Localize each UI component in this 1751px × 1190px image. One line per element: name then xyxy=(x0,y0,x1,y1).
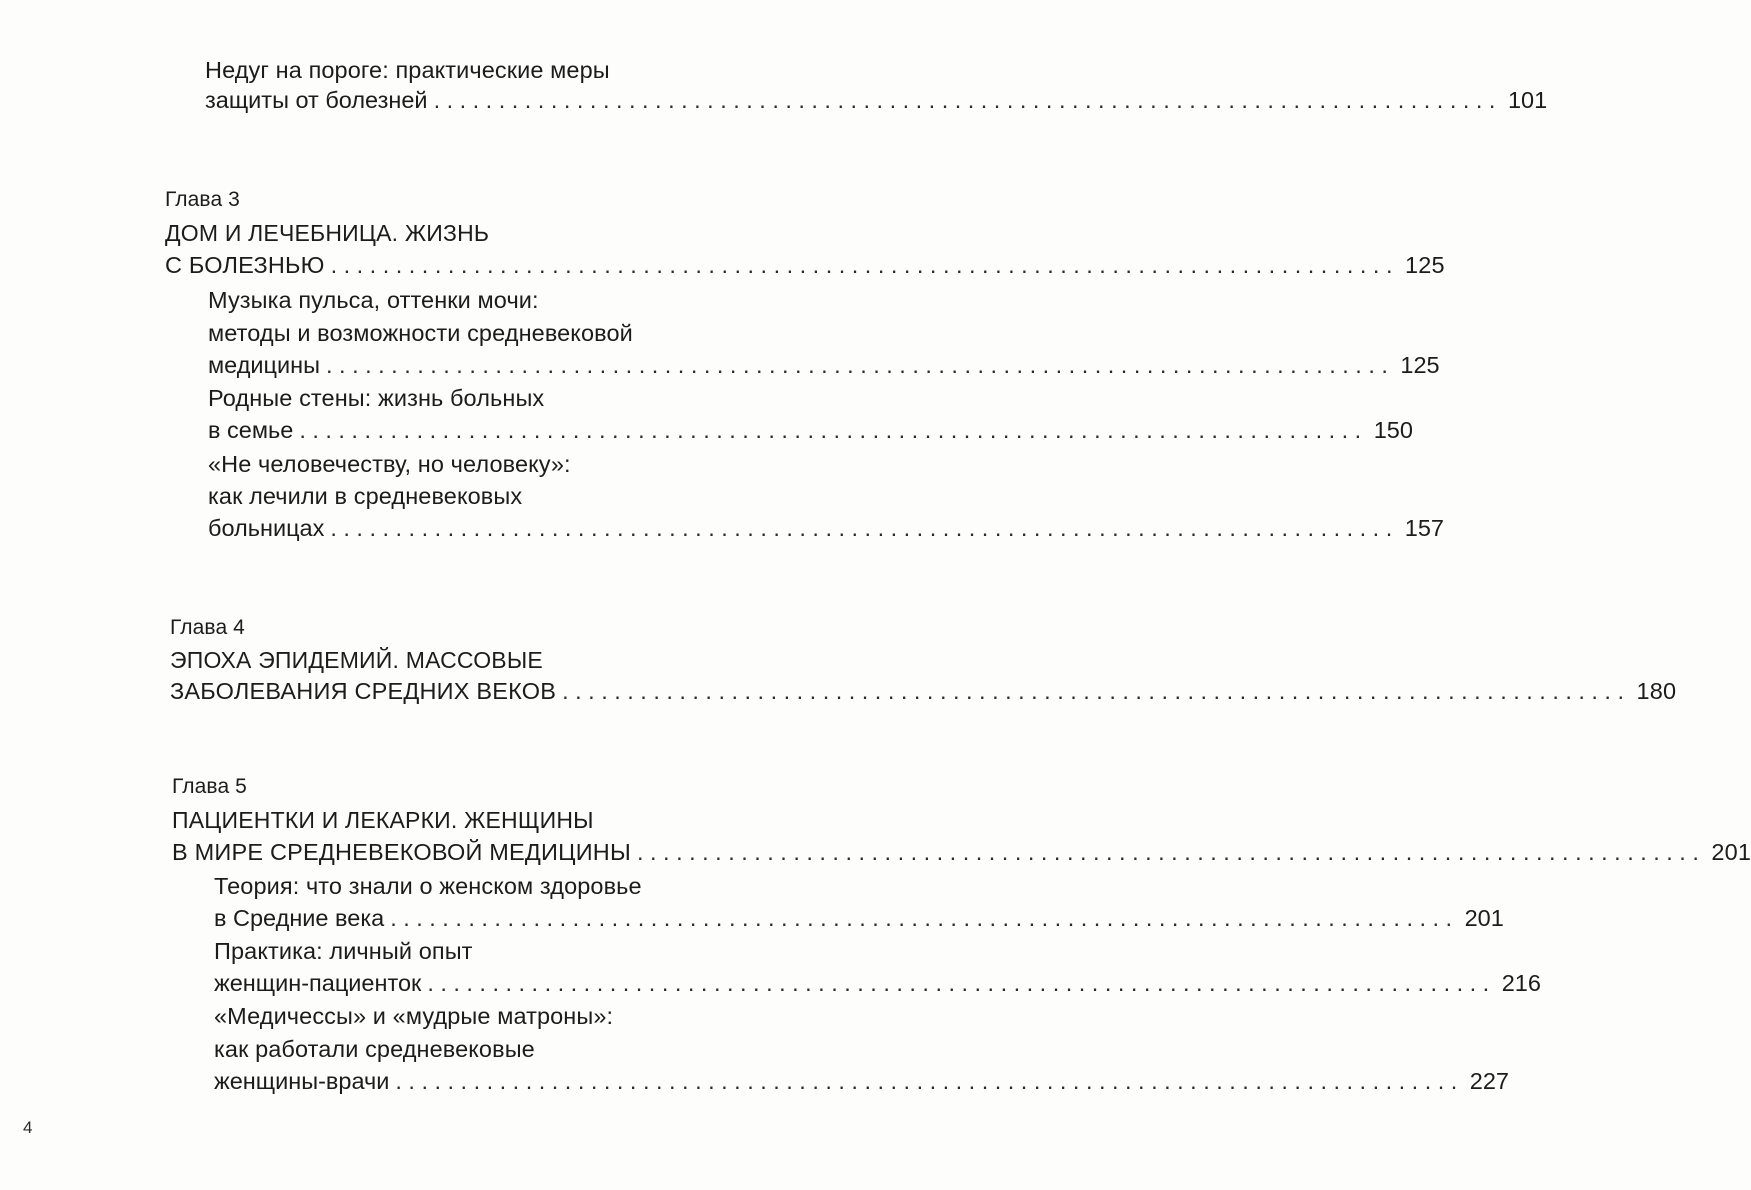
toc-entry-title-line: женщин-пациенток xyxy=(214,970,422,996)
chapter-heading-line: ДОМ И ЛЕЧЕБНИЦА. ЖИЗНЬ xyxy=(165,220,490,246)
toc-page-number: 216 xyxy=(1501,970,1541,996)
toc-entry-title-line: «Медичессы» и «мудрые матроны»: xyxy=(214,1003,614,1029)
toc-entry-title-line: женщины-врачи xyxy=(214,1068,390,1094)
chapter-heading-line: С БОЛЕЗНЬЮ xyxy=(165,252,325,278)
chapter-heading-line: ПАЦИЕНТКИ И ЛЕКАРКИ. ЖЕНЩИНЫ xyxy=(172,807,594,833)
dot-leader: .................................................................................. xyxy=(390,905,1459,931)
toc-page-number: 125 xyxy=(1404,252,1445,278)
toc-entry-title-line: Недуг на пороге: практические меры xyxy=(205,57,610,83)
chapter-label: Глава 5 xyxy=(172,775,247,798)
toc-entry-title-line: Теория: что знали о женском здоровье xyxy=(214,873,642,899)
toc-page-number: 201 xyxy=(1464,905,1504,931)
dot-leader: .................................................................................. xyxy=(395,1068,1464,1094)
toc-entry-title-line: больницах xyxy=(208,515,325,541)
toc-entry-title-line: Практика: личный опыт xyxy=(214,938,473,964)
dot-leader: .................................................................................. xyxy=(433,87,1502,113)
dot-leader: .................................................................................. xyxy=(299,417,1368,443)
toc-entry-title-line: как работали средневековые xyxy=(214,1036,535,1062)
folio-page-number: 4 xyxy=(23,1118,33,1137)
toc-page-number: 150 xyxy=(1373,417,1413,443)
toc-page-number: 201 xyxy=(1711,839,1751,865)
toc-entry-leader-row xyxy=(214,1066,1510,1096)
toc-entry-title-line: в семье xyxy=(208,417,294,443)
chapter-heading-line: ЗАБОЛЕВАНИЯ СРЕДНИХ ВЕКОВ xyxy=(170,678,557,704)
toc-entry-title-line: Родные стены: жизнь больных xyxy=(208,385,545,411)
dot-leader: .................................................................................. xyxy=(562,678,1631,704)
toc-entry-title-line: Музыка пульса, оттенки мочи: xyxy=(208,287,539,313)
dot-leader: .................................................................................. xyxy=(636,839,1706,865)
dot-leader: .................................................................................. xyxy=(427,970,1496,996)
toc-page-number: 125 xyxy=(1400,352,1440,378)
chapter-label: Глава 4 xyxy=(170,616,245,639)
toc-entry-leader-row xyxy=(205,85,1548,115)
chapter-heading-leader-row xyxy=(165,250,1445,280)
dot-leader: .................................................................................. xyxy=(330,252,1399,278)
toc-entry-leader-row xyxy=(208,415,1413,445)
chapter-heading-leader-row xyxy=(170,676,1677,706)
dot-leader: .................................................................................. xyxy=(330,515,1399,541)
toc-entry-title-line: защиты от болезней xyxy=(205,87,428,113)
toc-page-number: 227 xyxy=(1469,1068,1510,1094)
toc-entry-leader-row xyxy=(208,350,1440,380)
chapter-heading-line: В МИРЕ СРЕДНЕВЕКОВОЙ МЕДИЦИНЫ xyxy=(172,839,631,865)
toc-page-number: 157 xyxy=(1404,515,1444,541)
chapter-label: Глава 3 xyxy=(165,188,240,211)
toc-entry-title-line: как лечили в средневековых xyxy=(208,483,523,509)
chapter-heading-line: ЭПОХА ЭПИДЕМИЙ. МАССОВЫЕ xyxy=(170,647,543,673)
dot-leader: .................................................................................. xyxy=(326,352,1395,378)
toc-entry-title-line: методы и возможности средневековой xyxy=(208,320,633,346)
toc-entry-title-line: «Не человечеству, но человеку»: xyxy=(208,451,571,477)
toc-page-number: 180 xyxy=(1636,678,1677,704)
toc-entry-leader-row xyxy=(214,903,1504,933)
toc-page-number: 101 xyxy=(1507,87,1548,113)
toc-entry-title-line: в Средние века xyxy=(214,905,385,931)
chapter-heading-leader-row xyxy=(172,837,1751,867)
toc-entry-leader-row xyxy=(214,968,1541,998)
toc-entry-leader-row xyxy=(208,513,1444,543)
toc-entry-title-line: медицины xyxy=(208,352,321,378)
